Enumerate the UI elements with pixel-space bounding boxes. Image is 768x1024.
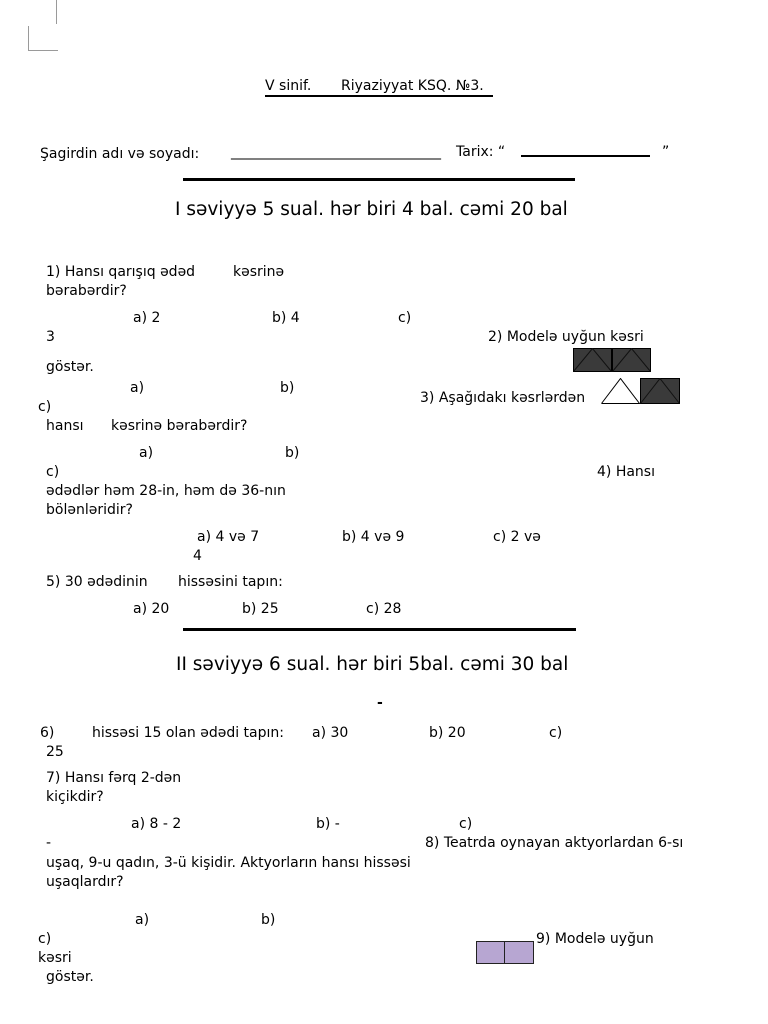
q9-model-figure xyxy=(476,941,534,964)
q1-option-a: a) 2 xyxy=(133,310,161,326)
crop-mark-horizontal xyxy=(28,50,58,51)
q7-option-c-value: - xyxy=(46,835,52,851)
level1-heading: I səviyyə 5 sual. hər biri 4 bal. cəmi 20 bal xyxy=(175,199,568,220)
q1-text-fraction: kəsrinə xyxy=(233,264,285,280)
q3-option-b: b) xyxy=(285,445,300,461)
level2-heading: II səviyyə 6 sual. hər biri 5bal. cəmi 30 bal xyxy=(176,654,569,675)
q3-text: 3) Aşağıdakı kəsrlərdən xyxy=(420,390,586,406)
q9-text: 9) Modelə uyğun xyxy=(536,931,654,947)
q4-text-line3: bölənləridir? xyxy=(46,502,133,518)
level2-dot: - xyxy=(377,695,383,711)
title-grade: V sinif. xyxy=(265,78,312,94)
section-divider xyxy=(183,178,575,181)
q5-text-b: hissəsini tapın: xyxy=(178,574,283,590)
q4-option-b: b) 4 və 9 xyxy=(342,529,405,545)
q3-text-line2b: kəsrinə bərabərdir? xyxy=(111,418,248,434)
q4-option-a: a) 4 və 7 xyxy=(197,529,260,545)
student-name-label: Şagirdin adı və soyadı: xyxy=(40,146,200,162)
q6-number: 6) xyxy=(40,725,55,741)
q8-text: 8) Teatrda oynayan aktyorlardan 6-sı xyxy=(425,835,684,851)
q3-option-c: c) xyxy=(46,464,60,480)
q2-option-b: b) xyxy=(280,380,295,396)
q2-model-figure xyxy=(573,348,651,372)
q8-text-line2: uşaq, 9-u qadın, 3-ü kişidir. Aktyorların hansı hissəsi xyxy=(46,855,411,871)
q5-option-a: a) 20 xyxy=(133,601,170,617)
q8-text-line3: uşaqlardır? xyxy=(46,874,124,890)
q1-option-b: b) 4 xyxy=(272,310,300,326)
q1-option-c-value: 3 xyxy=(46,329,55,345)
q2-option-c: c) xyxy=(38,399,52,415)
q7-text: 7) Hansı fərq 2-dən xyxy=(46,770,182,786)
q7-option-b: b) - xyxy=(316,816,340,832)
crop-mark-vertical-left xyxy=(28,26,29,50)
q2-option-a: a) xyxy=(130,380,145,396)
title-subject: Riyaziyyat KSQ. №3. xyxy=(341,78,484,94)
date-blank xyxy=(521,155,650,157)
q6-text: hissəsi 15 olan ədədi tapın: xyxy=(92,725,284,741)
q1-text-line2: bərabərdir? xyxy=(46,283,127,299)
q4-text-line2: ədədlər həm 28-in, həm də 36-nın xyxy=(46,483,286,499)
q6-option-a: a) 30 xyxy=(312,725,349,741)
q7-text-line2: kiçikdir? xyxy=(46,789,104,805)
q2-model-figure-2 xyxy=(601,378,680,404)
q2-text-cont: göstər. xyxy=(46,359,94,375)
q6-option-b: b) 20 xyxy=(429,725,466,741)
q2-text: 2) Modelə uyğun kəsri xyxy=(488,329,644,345)
q4-option-c-value: 4 xyxy=(193,548,202,564)
q7-option-c: c) xyxy=(459,816,473,832)
q6-option-c: c) xyxy=(549,725,563,741)
q1-option-c: c) xyxy=(398,310,412,326)
q4-option-c: c) 2 və xyxy=(493,529,541,545)
q8-option-b: b) xyxy=(261,912,276,928)
date-close: ” xyxy=(662,144,670,160)
crop-mark-vertical xyxy=(56,0,57,24)
date-label: Tarix: “ xyxy=(456,144,506,160)
title-underline xyxy=(265,95,493,97)
q8-option-a: a) xyxy=(135,912,150,928)
q5-text: 5) 30 ədədinin xyxy=(46,574,148,590)
q5-option-b: b) 25 xyxy=(242,601,279,617)
q7-option-a: a) 8 - 2 xyxy=(131,816,182,832)
q4-text: 4) Hansı xyxy=(597,464,655,480)
student-name-blank: ______________________________ xyxy=(231,144,441,160)
q1-text: 1) Hansı qarışıq ədəd xyxy=(46,264,196,280)
section-divider-2 xyxy=(183,628,576,631)
q3-text-line2a: hansı xyxy=(46,418,84,434)
q9-text-line2: kəsri xyxy=(38,950,72,966)
q6-option-c-value: 25 xyxy=(46,744,64,760)
q3-option-a: a) xyxy=(139,445,154,461)
q8-option-c: c) xyxy=(38,931,52,947)
q9-text-line3: göstər. xyxy=(46,969,94,985)
q5-option-c: c) 28 xyxy=(366,601,402,617)
